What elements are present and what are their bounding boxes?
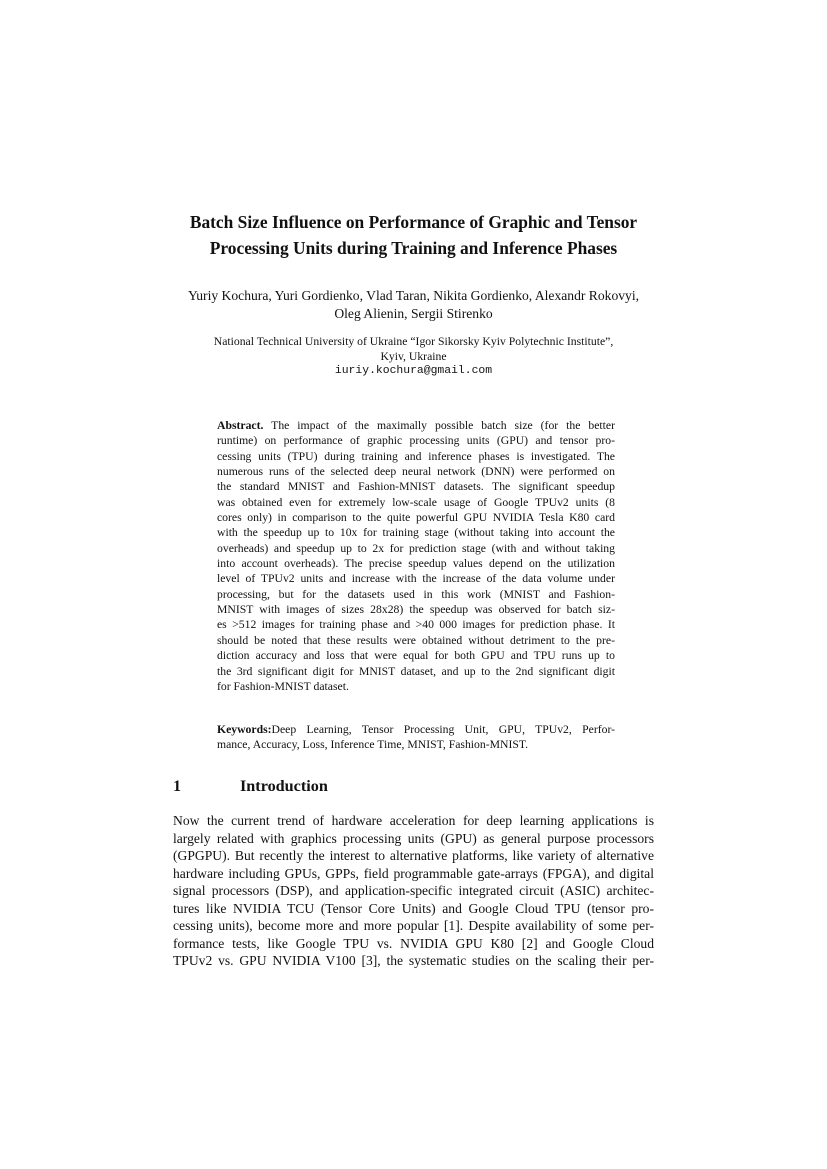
author-email[interactable]: iuriy.kochura@gmail.com [334, 365, 493, 378]
abstract-line: should be noted that these results were obtained without detriment to the pre- [217, 633, 615, 647]
abstract-line: cores only) in comparison to the quite powerful GPU NVIDIA Tesla K80 card [217, 511, 615, 525]
body-line: signal processors (DSP), and application-specific integrated circuit (ASIC) architec- [173, 883, 654, 898]
abstract-line: processing, but for the datasets used in this work (MNIST and Fashion- [217, 587, 615, 601]
keywords-line: mance, Accuracy, Loss, Inference Time, MNIST, Fashion-MNIST. [217, 738, 529, 752]
section-title: Introduction [240, 777, 328, 795]
title-line: Processing Units during Training and Inference Phases [209, 238, 618, 258]
abstract-line: level of TPUv2 units and increase with the increase of the data volume under [217, 572, 615, 586]
paper-title [150, 209, 677, 261]
body-line: tures like NVIDIA TCU (Tensor Core Units) and Google Cloud TPU (tensor pro- [173, 900, 654, 916]
abstract-line: for Fashion-MNIST dataset. [217, 679, 349, 693]
abstract-line: MNIST with images of sizes 28x28) the speedup was observed for batch siz- [217, 603, 615, 617]
body-line: largely related with graphics processing units (GPU) as general purpose processors [173, 830, 654, 846]
affiliation [180, 335, 647, 379]
abstract [217, 418, 615, 694]
affiliation-line: Kyiv, Ukraine [380, 349, 447, 363]
abstract-line: the standard MNIST and Fashion-MNIST datasets. The significant speedup [217, 480, 615, 494]
affiliation-line: National Technical University of Ukraine “Igor Sikorsky Kyiv Polytechnic Institute”, [213, 335, 614, 348]
keywords-line: Keywords:Deep Learning, Tensor Processing Unit, GPU, TPUv2, Perfor- [217, 723, 615, 736]
abstract-line: the 3rd significant digit for MNIST dataset, and up to the 2nd significant digit [217, 664, 615, 678]
abstract-line: with the speedup up to 10x for training stage (without taking into account the [217, 526, 615, 540]
authors-line: Yuriy Kochura, Yuri Gordienko, Vlad Taran, Nikita Gordienko, Alexandr Rokovyi, [187, 288, 640, 303]
abstract-label: Abstract. [217, 419, 264, 432]
body-line: Now the current trend of hardware acceleration for deep learning applications is [173, 813, 654, 828]
abstract-line: into account overheads). The precise speedup values depend on the utilization [217, 557, 615, 571]
abstract-line: runtime) on performance of graphic processing units (GPU) and tensor pro- [217, 434, 615, 448]
abstract-line: Abstract. The impact of the maximally possible batch size (for the better [217, 419, 615, 432]
authors-line: Oleg Alienin, Sergii Stirenko [334, 306, 493, 321]
section-heading-introduction [173, 776, 328, 796]
introduction-paragraph [173, 812, 654, 970]
abstract-line: was obtained even for extremely low-scale usage of Google TPUv2 units (8 [217, 495, 615, 509]
body-line: TPUv2 vs. GPU NVIDIA V100 [3], the systematic studies on the scaling their per- [173, 953, 654, 968]
abstract-line: es >512 images for training phase and >40 000 images for prediction phase. It [217, 618, 615, 632]
abstract-line: cessing units (TPU) during training and inference phases is investigated. The [217, 449, 615, 463]
title-line: Batch Size Influence on Performance of Graphic and Tensor [189, 212, 638, 232]
section-number: 1 [173, 777, 182, 795]
body-line: formance tests, like Google TPU vs. NVIDIA GPU K80 [2] and Google Cloud [173, 935, 654, 951]
abstract-line: overheads) and speedup up to 2x for prediction stage (with and without taking [217, 541, 615, 555]
author-list [150, 287, 677, 323]
body-line: (GPGPU). But recently the interest to alternative platforms, like variety of alternative [173, 848, 654, 863]
keywords [217, 722, 615, 753]
abstract-line: diction accuracy and loss that were equal for both GPU and TPU runs up to [217, 649, 615, 663]
body-line: hardware including GPUs, GPPs, field programmable gate-arrays (FPGA), and digital [173, 865, 654, 881]
body-line: cessing units), become more and more popular [1]. Despite availability of some per- [173, 918, 654, 933]
keywords-label: Keywords: [217, 723, 272, 736]
abstract-line: numerous runs of the selected deep neural network (DNN) were performed on [217, 465, 615, 479]
